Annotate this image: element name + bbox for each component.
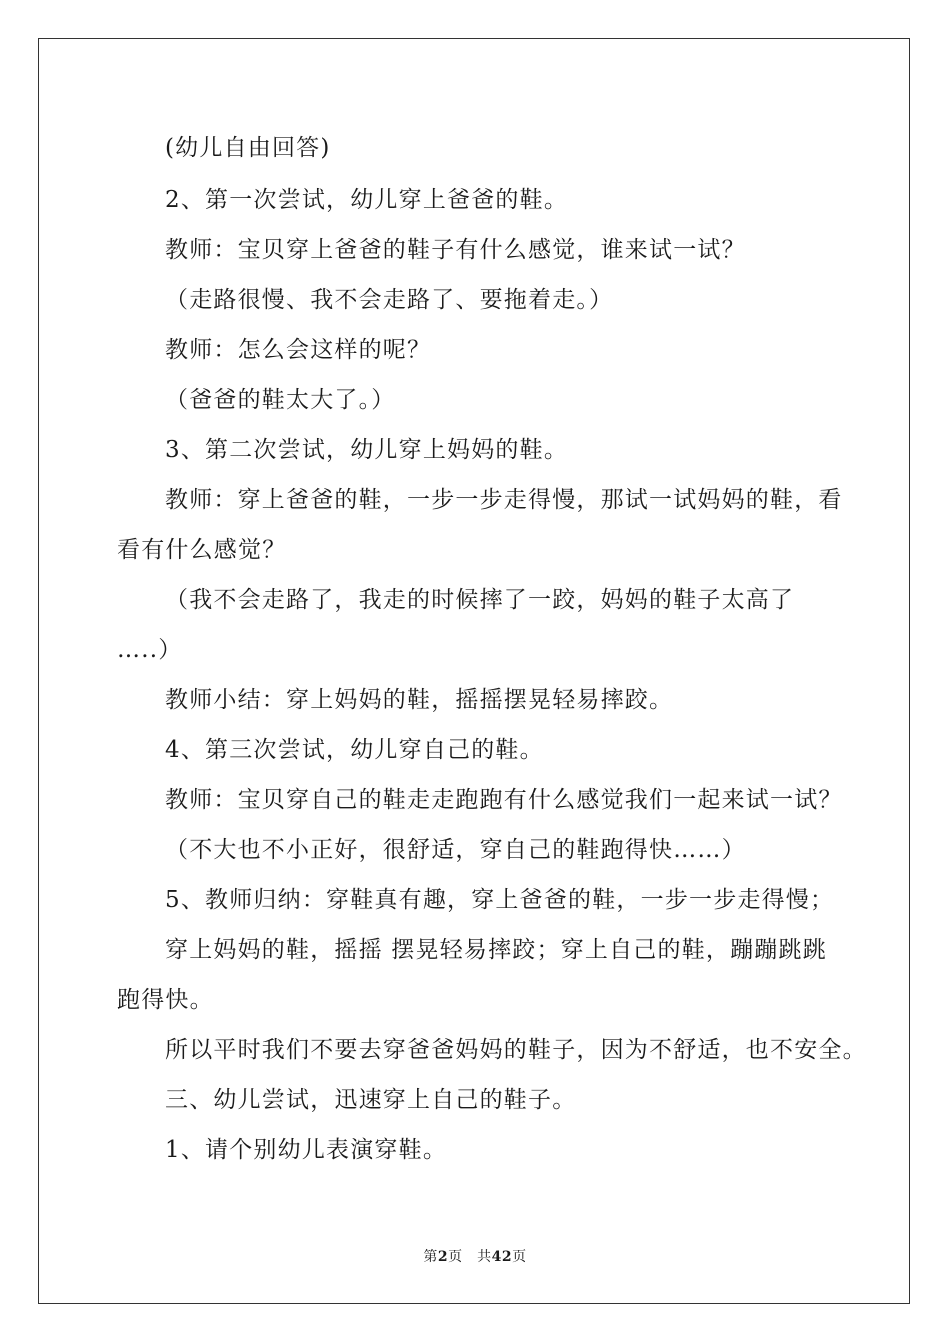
paragraph-line: 4、第三次尝试，幼儿穿自己的鞋。 (165, 737, 544, 763)
paragraph-line: (幼儿自由回答) (165, 135, 331, 161)
paragraph-line: 3、第二次尝试，幼儿穿上妈妈的鞋。 (165, 437, 569, 463)
paragraph-line: （爸爸的鞋太大了。） (165, 387, 396, 413)
paragraph-line: （不大也不小正好，很舒适，穿自己的鞋跑得快……） (165, 837, 746, 863)
paragraph-line: （走路很慢、我不会走路了、要拖着走。） (165, 287, 614, 313)
paragraph-line: 教师：怎么会这样的呢？ (165, 337, 432, 363)
footer-prefix: 第 (423, 1249, 438, 1265)
paragraph-line: …..） (117, 637, 183, 663)
paragraph-line: 教师：宝贝穿上爸爸的鞋子有什么感觉，谁来试一试？ (165, 237, 746, 263)
paragraph-line: 1、请个别幼儿表演穿鞋。 (165, 1137, 448, 1163)
current-page-number: 2 (437, 1249, 449, 1265)
paragraph-line: 跑得快。 (117, 987, 214, 1013)
footer-mid: 页 共 (448, 1249, 492, 1265)
footer-suffix: 页 (512, 1249, 527, 1265)
total-pages-number: 42 (491, 1249, 513, 1265)
paragraph-line: 看有什么感觉？ (117, 537, 287, 563)
paragraph-line: 5、教师归纳：穿鞋真有趣，穿上爸爸的鞋，一步一步走得慢； (165, 887, 835, 913)
paragraph-line: （我不会走路了，我走的时候摔了一跤，妈妈的鞋子太高了 (165, 587, 795, 613)
paragraph-line: 所以平时我们不要去穿爸爸妈妈的鞋子，因为不舒适，也不安全。 (165, 1037, 867, 1063)
paragraph-line: 三、幼儿尝试，迅速穿上自己的鞋子。 (165, 1087, 577, 1113)
page-footer (0, 1246, 950, 1266)
paragraph-line: 穿上妈妈的鞋，摇摇 摆晃轻易摔跤；穿上自己的鞋，蹦蹦跳跳 (165, 937, 827, 963)
paragraph-line: 教师小结：穿上妈妈的鞋，摇摇摆晃轻易摔跤。 (165, 687, 674, 713)
paragraph-line: 教师：穿上爸爸的鞋，一步一步走得慢，那试一试妈妈的鞋，看 (165, 487, 843, 513)
paragraph-line: 教师：宝贝穿自己的鞋走走跑跑有什么感觉我们一起来试一试？ (165, 787, 843, 813)
paragraph-line: 2、第一次尝试，幼儿穿上爸爸的鞋。 (165, 187, 569, 213)
